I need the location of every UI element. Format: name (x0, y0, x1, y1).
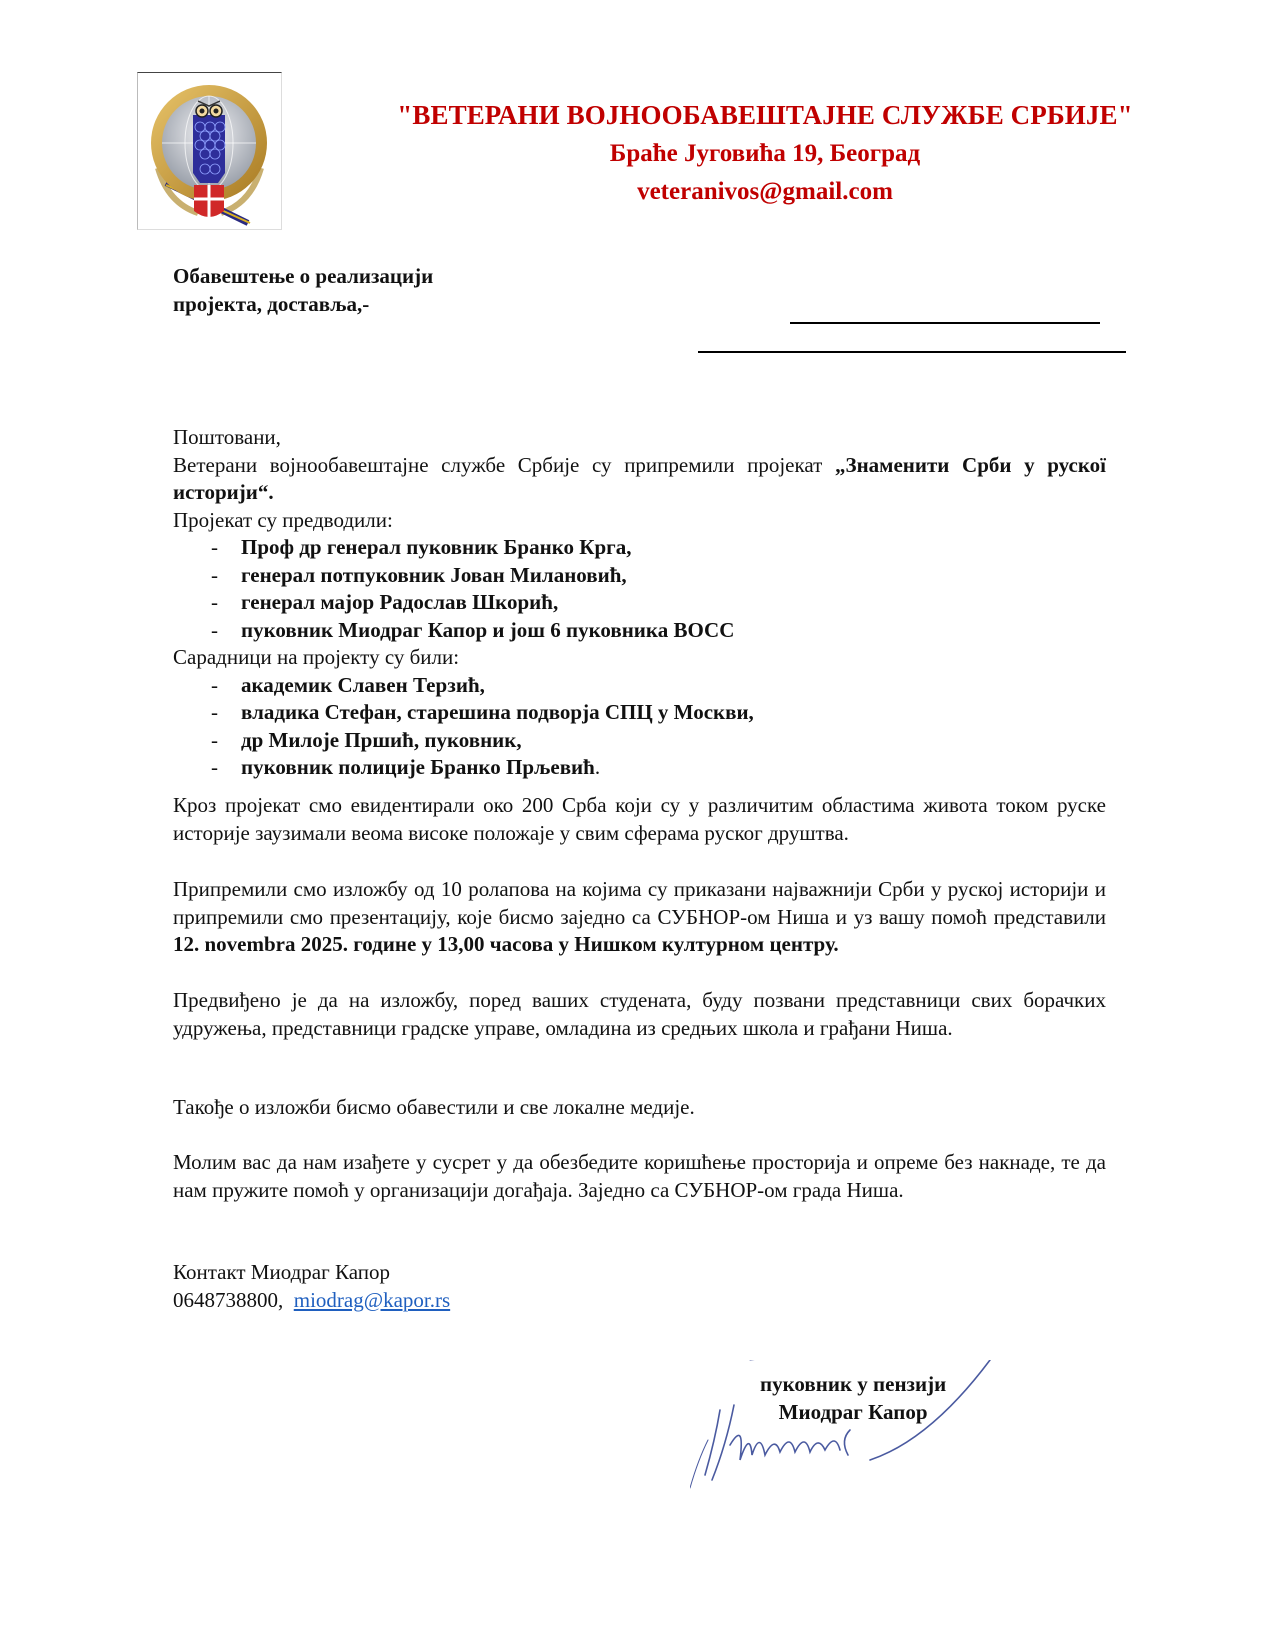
letter-subject (173, 262, 433, 318)
list-item: - др Милоје Пршић, пуковник, (211, 727, 522, 752)
contact-block (173, 1259, 1106, 1314)
organization-address: Браће Југовића 19, Београд (609, 140, 921, 167)
collaborators-list (173, 672, 1106, 782)
signatory-rank: пуковник у пензији (760, 1372, 947, 1396)
list-item: - пуковник Миодраг Капор и још 6 пуковника ВОСС (211, 617, 735, 642)
list-item: - владика Стефан, старешина подворја СПЦ у Москви, (211, 700, 754, 724)
list-item: - академик Славен Терзић, (211, 672, 485, 697)
organization-email: veteranivos@gmail.com (637, 178, 893, 205)
event-date-location: 12. novembra 2025. године у 13,00 часова у Нишком културном центру. (173, 932, 839, 956)
list-item: - пуковник полиције Бранко Прљевић. (211, 755, 601, 779)
leaders-list (173, 534, 1106, 644)
subject-line-2: пројекта, доставља,- (173, 292, 370, 316)
paragraph-invitees: Предвиђено је да на изложбу, поред ваших студената, буду позвани представници свих борачких удружења, представници градске управе, омладина из средњих школа и грађани Ниша. (173, 988, 1106, 1040)
paragraph-media: Такође о изложби бисмо обавестили и све локалне медије. (173, 1095, 695, 1119)
salutation: Поштовани, (173, 425, 281, 449)
signatory-name: Миодраг Капор (778, 1400, 928, 1424)
recipient-blank-line-2 (698, 351, 1126, 353)
paragraph-request: Молим вас да нам изађете у сусрет у да обезбедите коришћење просторија и опреме без накнаде, те да нам пружите помоћ у организацији догађаја. Заједно са СУБНОР-ом града Ниша. (173, 1150, 1106, 1202)
list-item: - Проф др генерал пуковник Бранко Крга, (211, 535, 632, 559)
contact-phone: 0648738800, (173, 1287, 284, 1312)
paragraph-exhibition: Припремили смо изложбу од 10 ролапова на којима су приказани најважнији Срби у руској историји и припремили смо презентацију, које бисмо заједно са СУБНОР-ом Ниша и уз вашу помоћ представили 12. novembra 2025. године у 13,00 часова у Нишком културном центру. (173, 877, 1106, 956)
contact-label: Контакт Миодраг Капор (173, 1260, 390, 1284)
contact-details (173, 1287, 1106, 1315)
subject-line-1: Обавештење о реализацији (173, 264, 434, 288)
owl-emblem-icon (138, 73, 281, 229)
letter-body (173, 424, 1106, 782)
signatory-block (760, 1370, 946, 1426)
contact-email-link[interactable]: miodrag@kapor.rs (293, 1287, 451, 1312)
collaborators-label: Сарадници на пројекту су били: (173, 645, 460, 669)
project-name: „Знаменити Срби у рускої историји“. (173, 452, 1106, 504)
intro-paragraph: Ветерани војнообавештајне службе Србије су припремили пројекат „Знаменити Срби у рускої историји“. (173, 452, 1106, 504)
paragraph-srbs-count: Кроз пројекат смо евидентирали око 200 Срба који су у различитим областима живота током руске историје заузимали веома високе положаје у свим сферама руског друштва. (173, 793, 1106, 845)
organization-name: "ВЕТЕРАНИ ВОЈНООБАВЕШТАЈНЕ СЛУЖБЕ СРБИЈЕ" (397, 100, 1133, 130)
list-item: - генерал потпуковник Јован Милановић, (211, 562, 627, 587)
leaders-label: Пројекат су предводили: (173, 507, 393, 532)
list-item: - генерал мајор Радослав Шкорић, (211, 590, 559, 614)
recipient-blank-line-1 (790, 322, 1100, 324)
organization-logo (137, 72, 282, 230)
